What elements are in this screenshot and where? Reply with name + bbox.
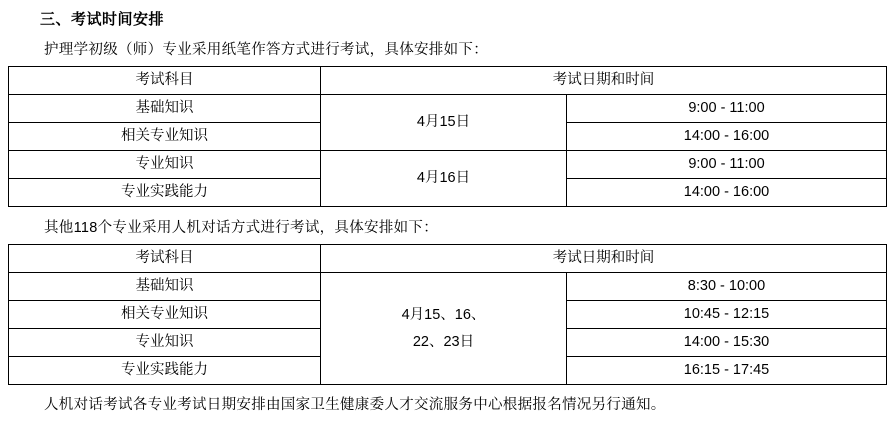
table-row (9, 273, 887, 301)
paper-pencil-schedule-table (8, 66, 887, 207)
cell-time: 10:45 - 12:15 (567, 301, 887, 329)
cell-date: 4月15日 (321, 95, 567, 151)
document-page (0, 8, 894, 440)
page-title: 三、考试时间安排 (40, 11, 165, 28)
paragraph-computer-based: 其他118个专业采用人机对话方式进行考试，具体安排如下： (44, 220, 439, 236)
table-row (9, 151, 887, 179)
cell-time: 9:00 - 11:00 (567, 151, 887, 179)
cell-time: 8:30 - 10:00 (567, 273, 887, 301)
cell-time: 14:00 - 15:30 (567, 329, 887, 357)
table-header-row (9, 245, 887, 273)
table-header-row (9, 67, 887, 95)
footer-note: 人机对话考试各专业考试日期安排由国家卫生健康委人才交流服务中心根据报名情况另行通知。 (44, 397, 666, 413)
column-header-subject: 考试科目 (9, 67, 321, 95)
cell-time: 14:00 - 16:00 (567, 179, 887, 207)
column-header-date-time: 考试日期和时间 (321, 245, 887, 273)
cell-subject: 专业实践能力 (9, 357, 321, 385)
table-row (9, 95, 887, 123)
cell-subject: 基础知识 (9, 95, 321, 123)
cell-subject: 专业知识 (9, 151, 321, 179)
cell-time: 14:00 - 16:00 (567, 123, 887, 151)
cell-date: 4月16日 (321, 151, 567, 207)
cell-subject: 相关专业知识 (9, 301, 321, 329)
cell-time: 16:15 - 17:45 (567, 357, 887, 385)
column-header-subject: 考试科目 (9, 245, 321, 273)
cell-subject: 专业知识 (9, 329, 321, 357)
cell-subject: 基础知识 (9, 273, 321, 301)
computer-based-schedule-table (8, 244, 887, 385)
cell-date-line-2: 22、23日 (412, 333, 475, 350)
cell-date (321, 273, 567, 385)
cell-time: 9:00 - 11:00 (567, 95, 887, 123)
column-header-date-time: 考试日期和时间 (321, 67, 887, 95)
cell-date-line-1: 4月15、16、 (401, 306, 486, 323)
cell-subject: 专业实践能力 (9, 179, 321, 207)
paragraph-paper-pencil: 护理学初级（师）专业采用纸笔作答方式进行考试，具体安排如下： (44, 42, 488, 58)
cell-subject: 相关专业知识 (9, 123, 321, 151)
